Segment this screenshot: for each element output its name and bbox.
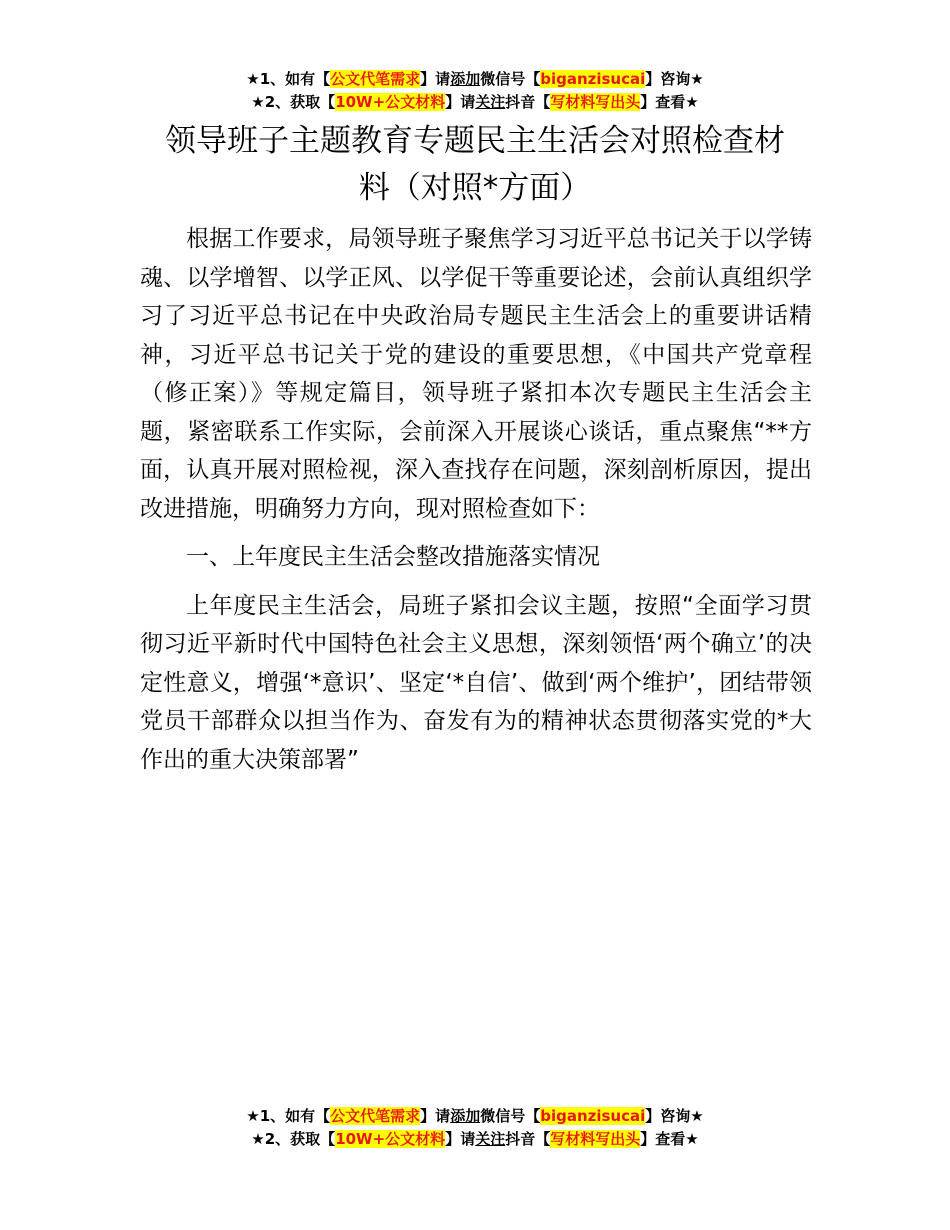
promo-underline: 关注 [475, 1130, 506, 1148]
promo-highlight: 写材料写出头 [550, 93, 641, 111]
promo-text: 】请 [445, 93, 476, 111]
promo-line-1 [0, 68, 950, 91]
promo-highlight: 公文代笔需求 [330, 70, 421, 88]
promo-text: 】咨询★ [645, 1107, 704, 1125]
promo-highlight: 写材料写出头 [550, 1130, 641, 1148]
title-line-2: 料（对照*方面） [358, 170, 592, 206]
promo-text: ★2、获取【 [251, 1130, 336, 1148]
promo-text: ★2、获取【 [251, 93, 336, 111]
promo-text: 】请 [445, 1130, 476, 1148]
promo-text: ★1、如有【 [246, 1107, 331, 1125]
promo-text: ★1、如有【 [246, 70, 331, 88]
promo-text: 微信号【 [480, 1107, 541, 1125]
footer-promo-banner [0, 1105, 950, 1151]
promo-line-2 [0, 1128, 950, 1151]
promo-line-2 [0, 91, 950, 114]
promo-text: 】咨询★ [645, 70, 704, 88]
paragraph-intro: 根据工作要求，局领导班子聚焦学习习近平总书记关于以学铸魂、以学增智、以学正风、以学促干等重要论述，会前认真组织学习了习近平总书记在中央政治局专题民主生活会上的重要讲话精神，习近平总书记关于党的建设的重要思想，《中国共产党章程（修正案）》等规定篇目，领导班子紧扣本次专题民主生活会主题，紧密联系工作实际，会前深入开展谈心谈话，重点聚焦“**方面，认真开展对照检视，深入查找存在问题，深刻剖析原因，提出改进措施，明确努力方向，现对照检查如下： [140, 226, 812, 522]
promo-highlight: biganzisucai [540, 1107, 646, 1125]
document-title [140, 118, 810, 212]
promo-text: 】请 [420, 70, 451, 88]
promo-underline: 添加 [450, 70, 481, 88]
document-body [140, 220, 812, 779]
section-heading-1: 一、上年度民主生活会整改措施落实情况 [186, 544, 600, 570]
promo-text: 抖音【 [505, 1130, 551, 1148]
promo-text: 】请 [420, 1107, 451, 1125]
promo-text: 】查看★ [640, 1130, 699, 1148]
header-promo-banner [0, 68, 950, 114]
promo-highlight: 公文代笔需求 [330, 1107, 421, 1125]
promo-highlight: 10W+公文材料 [335, 1130, 446, 1148]
promo-text: 】查看★ [640, 93, 699, 111]
promo-highlight: biganzisucai [540, 70, 646, 88]
promo-underline: 添加 [450, 1107, 481, 1125]
promo-underline: 关注 [475, 93, 506, 111]
promo-text: 微信号【 [480, 70, 541, 88]
promo-text: 抖音【 [505, 93, 551, 111]
paragraph-section-1: 上年度民主生活会，局班子紧扣会议主题，按照“全面学习贯彻习近平新时代中国特色社会主义思想，深刻领悟‘两个确立’的决定性意义，增强‘*意识’、坚定‘*自信’、做到‘两个维护’，团结带领党员干部群众以担当作为、奋发有为的精神状态贯彻落实党的*大作出的重大决策部署” [140, 592, 812, 773]
promo-highlight: 10W+公文材料 [335, 93, 446, 111]
title-line-1: 领导班子主题教育专题民主生活会对照检查材 [165, 123, 785, 159]
promo-line-1 [0, 1105, 950, 1128]
